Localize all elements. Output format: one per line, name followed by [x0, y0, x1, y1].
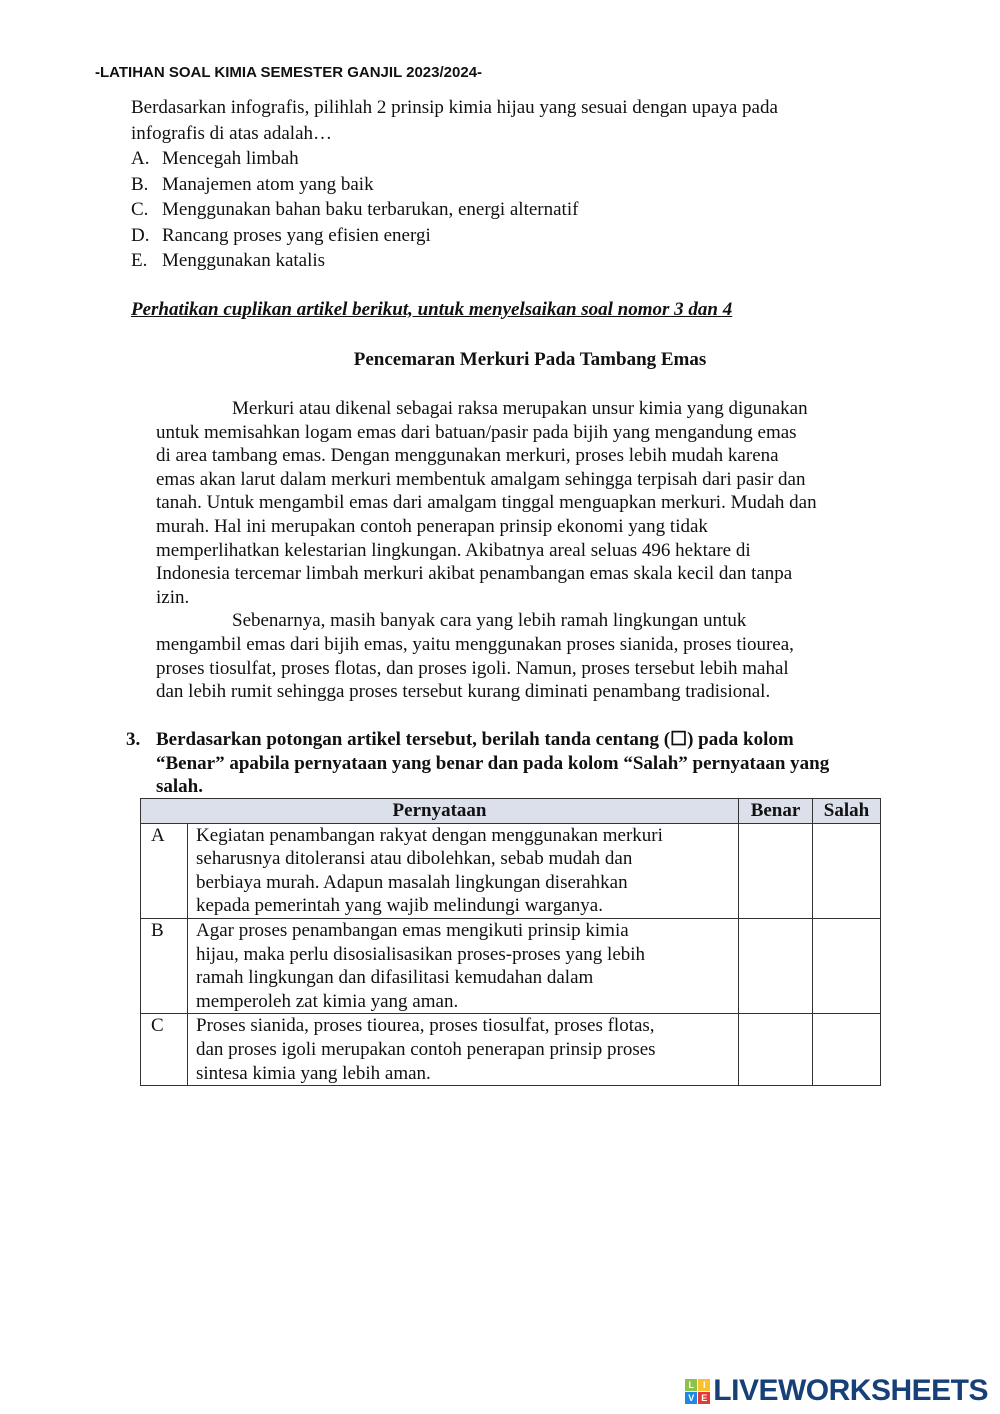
header-salah: Salah: [813, 799, 881, 824]
article-line: izin.: [156, 586, 190, 608]
statement-line: seharusnya ditoleransi atau dibolehkan, sebab mudah dan: [196, 848, 633, 870]
table-row: [141, 918, 881, 1013]
article-line: untuk memisahkan logam emas dari batuan/pasir pada bijih yang mengandung emas: [156, 421, 797, 443]
article-body: [156, 397, 817, 704]
badge-letter: L: [685, 1379, 697, 1391]
option-letter: C.: [131, 199, 149, 220]
statement-line: dan proses igoli merupakan contoh penerapan prinsip proses: [196, 1038, 656, 1060]
article-line: murah. Hal ini merupakan contoh penerapan prinsip ekonomi yang tidak: [156, 515, 708, 537]
option-c[interactable]: [131, 197, 578, 223]
benar-cell[interactable]: [739, 823, 813, 918]
article-line: Sebenarnya, masih banyak cara yang lebih ramah lingkungan untuk: [156, 610, 747, 632]
header-benar: Benar: [739, 799, 813, 824]
option-letter: B.: [131, 173, 149, 195]
option-e[interactable]: [131, 248, 578, 274]
statement-table: [140, 798, 881, 1086]
article-line: proses tiosulfat, proses flotas, dan proses igoli. Namun, proses tersebut lebih mahal: [156, 657, 789, 679]
badge-letter: V: [685, 1392, 697, 1404]
row-letter: C: [141, 1014, 188, 1086]
table-row: [141, 1014, 881, 1086]
article-line: emas akan larut dalam merkuri membentuk amalgam sehingga terpisah dari pasir dan: [156, 468, 806, 490]
option-b[interactable]: [131, 172, 578, 198]
statement-line: Proses sianida, proses tiourea, proses tiosulfat, proses flotas,: [196, 1015, 655, 1037]
statement-line: kepada pemerintah yang wajib melindungi warganya.: [196, 895, 603, 917]
article-line: mengambil emas dari bijih emas, yaitu menggunakan proses sianida, proses tiourea,: [156, 633, 794, 655]
row-statement: [188, 918, 739, 1013]
option-a[interactable]: [131, 146, 578, 172]
option-text: Menggunakan bahan baku terbarukan, energi alternatif: [162, 199, 579, 220]
question-line: salah.: [156, 776, 203, 797]
option-text: Menggunakan katalis: [162, 250, 326, 271]
article-line: dan lebih rumit sehingga proses tersebut kurang diminati penambang tradisional.: [156, 681, 771, 703]
option-letter: D.: [131, 224, 150, 246]
badge-letter: E: [698, 1392, 710, 1404]
article-line: memperlihatkan kelestarian lingkungan. Akibatnya areal seluas 496 hektare di: [156, 539, 751, 561]
option-letter: E.: [131, 250, 148, 271]
row-statement: [188, 823, 739, 918]
salah-cell[interactable]: [813, 823, 881, 918]
question-intro: [131, 95, 778, 146]
statement-line: memperoleh zat kimia yang aman.: [196, 990, 459, 1012]
live-badge-icon: [685, 1379, 710, 1404]
document-header: -LATIHAN SOAL KIMIA SEMESTER GANJIL 2023/2024-: [95, 64, 483, 81]
statement-line: sintesa kimia yang lebih aman.: [196, 1062, 431, 1084]
question-3: [126, 728, 829, 799]
article-line: Indonesia tercemar limbah merkuri akibat penambangan emas skala kecil dan tanpa: [156, 563, 793, 585]
article-instruction: Perhatikan cuplikan artikel berikut, untuk menyelsaikan soal nomor 3 dan 4: [131, 299, 733, 320]
statement-line: ramah lingkungan dan difasilitasi kemudahan dalam: [196, 967, 594, 989]
article-line: tanah. Untuk mengambil emas dari amalgam tinggal menguapkan merkuri. Mudah dan: [156, 492, 817, 514]
badge-letter: I: [698, 1379, 710, 1391]
statement-line: Agar proses penambangan emas mengikuti prinsip kimia: [196, 919, 629, 941]
question-line: “Benar” apabila pernyataan yang benar dan pada kolom “Salah” pernyataan yang: [156, 752, 830, 774]
option-d[interactable]: [131, 223, 578, 249]
article-title: Pencemaran Merkuri Pada Tambang Emas: [353, 349, 707, 370]
intro-line: infografis di atas adalah…: [131, 122, 333, 144]
statement-line: hijau, maka perlu disosialisasikan proses-proses yang lebih: [196, 943, 646, 965]
option-text: Rancang proses yang efisien energi: [162, 224, 431, 246]
logo-text: LIVEWORKSHEETS: [713, 1374, 988, 1407]
benar-cell[interactable]: [739, 918, 813, 1013]
row-statement: [188, 1014, 739, 1086]
table-row: [141, 823, 881, 918]
option-letter: A.: [131, 148, 150, 169]
salah-cell[interactable]: [813, 1014, 881, 1086]
question-line: Berdasarkan potongan artikel tersebut, berilah tanda centang (☐) pada kolom: [156, 729, 794, 750]
benar-cell[interactable]: [739, 1014, 813, 1086]
header-pernyataan: Pernyataan: [141, 799, 739, 824]
salah-cell[interactable]: [813, 918, 881, 1013]
article-line: Merkuri atau dikenal sebagai raksa merupakan unsur kimia yang digunakan: [156, 398, 808, 419]
row-letter: A: [141, 823, 188, 918]
statement-line: berbiaya murah. Adapun masalah lingkungan diserahkan: [196, 871, 628, 893]
row-letter: B: [141, 918, 188, 1013]
option-text: Mencegah limbah: [162, 148, 299, 169]
option-text: Manajemen atom yang baik: [162, 173, 374, 195]
article-line: di area tambang emas. Dengan menggunakan merkuri, proses lebih mudah karena: [156, 445, 779, 467]
intro-line: Berdasarkan infografis, pilihlah 2 prinsip kimia hijau yang sesuai dengan upaya pada: [131, 97, 778, 118]
question-number: 3.: [126, 729, 141, 750]
answer-options: [131, 146, 578, 274]
statement-line: Kegiatan penambangan rakyat dengan menggunakan merkuri: [196, 824, 663, 846]
liveworksheets-logo: [685, 1374, 988, 1408]
